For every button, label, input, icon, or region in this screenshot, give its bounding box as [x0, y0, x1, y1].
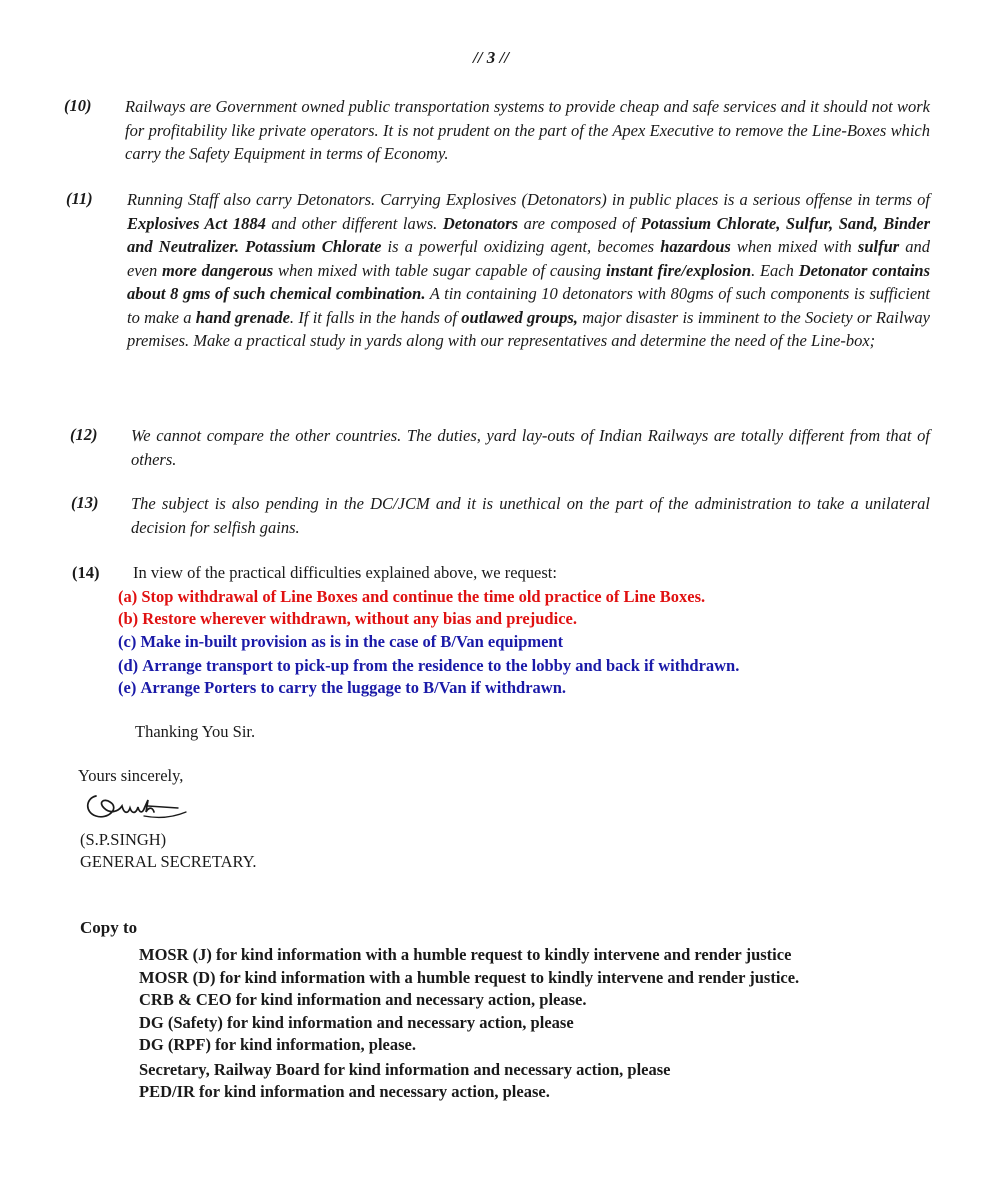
signatory-name: (S.P.SINGH)	[80, 830, 167, 849]
para-11-text: Running Staff also carry Detonators. Carrying Explosives (Detonators) in public places is a serious offense in terms of Explosives Act 1884 and other different laws. Detonators are composed of Potassium Chlorate, Sulfur, Sand, Binder and Neutralizer. Potassium Chlorate is a powerful oxidizing agent, becomes hazardous when mixed with sulfur and even more dangerous when mixed with table sugar capable of causing instant fire/explosion. Each Detonator contains about 8 gms of such chemical combination. A tin containing 10 detonators with 80gms of such components is sufficient to make a hand grenade. If it falls in the hands of outlawed groups, major disaster is imminent to the Society or Railway premises. Make a practical study in yards along with our representatives and determine the need of the Line-box;	[127, 190, 931, 350]
para-10-number: (10)	[64, 96, 92, 115]
thanking-line: Thanking You Sir.	[135, 722, 256, 741]
para-12-number: (12)	[70, 425, 98, 444]
para-10-text: Railways are Government owned public transportation systems to provide cheap and safe services and it should not work for profitability like private operators. It is not prudent on the part of the Apex Executive to remove the Line-Boxes which carry the Safety Equipment in terms of Economy.	[125, 97, 930, 163]
copy-item: MOSR (D) for kind information with a humble request to kindly intervene and render justice.	[139, 968, 800, 987]
signature-image	[82, 786, 194, 824]
request-item-e: (e) Arrange Porters to carry the luggage to B/Van if withdrawn.	[118, 678, 567, 697]
page-number: // 3 //	[473, 48, 509, 67]
copy-item: Secretary, Railway Board for kind information and necessary action, please	[139, 1060, 671, 1079]
para-14-number: (14)	[72, 563, 100, 582]
copy-to-heading: Copy to	[80, 918, 138, 937]
para-12-text: We cannot compare the other countries. The duties, yard lay-outs of Indian Railways are totally different from that of others.	[131, 426, 930, 469]
para-13-number: (13)	[71, 493, 99, 512]
copy-item: CRB & CEO for kind information and necessary action, please.	[139, 990, 587, 1009]
para-11-number: (11)	[66, 189, 93, 208]
copy-item: DG (RPF) for kind information, please.	[139, 1035, 416, 1054]
copy-item: DG (Safety) for kind information and necessary action, please	[139, 1013, 574, 1032]
para-13-text: The subject is also pending in the DC/JCM and it is unethical on the part of the administration to take a unilateral decision for selfish gains.	[131, 494, 930, 537]
para-14-intro: In view of the practical difficulties explained above, we request:	[133, 563, 557, 582]
yours-sincerely: Yours sincerely,	[78, 766, 184, 785]
request-item-a: (a) Stop withdrawal of Line Boxes and continue the time old practice of Line Boxes.	[118, 587, 706, 606]
request-item-d: (d) Arrange transport to pick-up from the residence to the lobby and back if withdrawn.	[118, 656, 740, 675]
copy-item: PED/IR for kind information and necessary action, please.	[139, 1082, 550, 1101]
copy-item: MOSR (J) for kind information with a humble request to kindly intervene and render justice	[139, 945, 792, 964]
signatory-designation: GENERAL SECRETARY.	[80, 852, 257, 871]
request-item-c: (c) Make in-built provision as is in the case of B/Van equipment	[118, 632, 564, 651]
request-item-b: (b) Restore wherever withdrawn, without any bias and prejudice.	[118, 609, 577, 628]
